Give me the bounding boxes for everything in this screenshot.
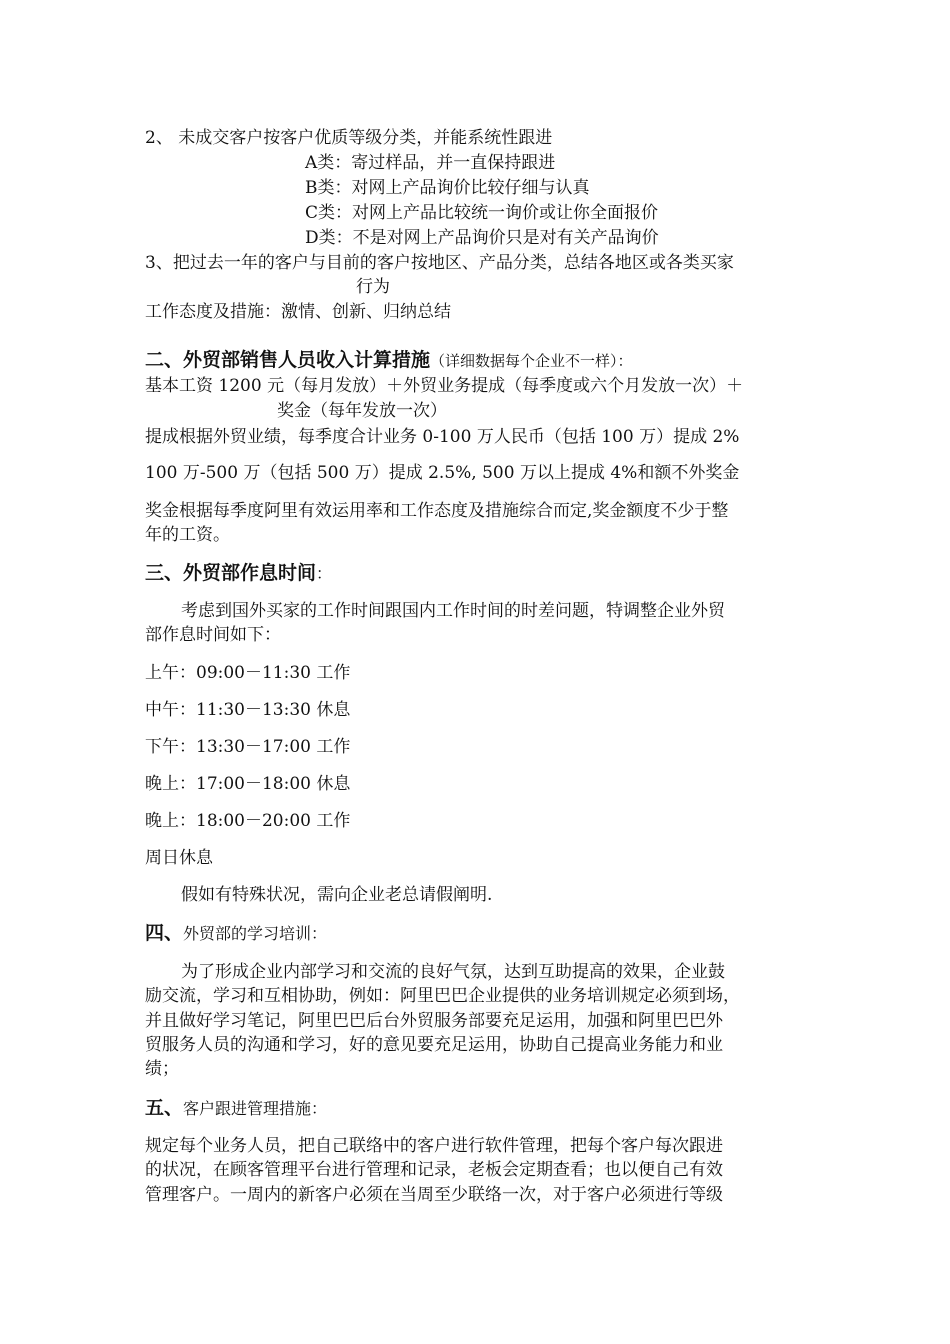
list-item-2: 2、 未成交客户按客户优质等级分类，并能系统性跟进 (145, 128, 553, 148)
section-2-title: 二、外贸部销售人员收入计算措施 (145, 349, 431, 371)
class-a-item: A类：寄过样品，并一直保持跟进 (305, 153, 556, 173)
salary-line: 基本工资 1200 元（每月发放）＋外贸业务提成（每季度或六个月发放一次）＋ (145, 376, 744, 396)
class-c-item: C类：对网上产品比较统一询价或让你全面报价 (305, 203, 659, 223)
paragraph-line: 励交流，学习和互相协助，例如：阿里巴巴企业提供的业务培训规定必须到场， (145, 986, 740, 1006)
section-2-note: （详细数据每个企业不一样）： (430, 352, 633, 370)
bonus-line: 奖金根据每季度阿里有效运用率和工作态度及措施综合而定,奖金额度不少于整 (145, 501, 729, 521)
class-b-item: B类：对网上产品询价比较仔细与认真 (305, 178, 590, 198)
schedule-item: 下午：13:30－17:00 工作 (145, 737, 351, 757)
class-d-item: D类：不是对网上产品询价只是对有关产品询价 (305, 228, 659, 248)
paragraph-line: 贸服务人员的沟通和学习，好的意见要充足运用，协助自己提高业务能力和业 (145, 1035, 723, 1055)
paragraph-line: 并且做好学习笔记，阿里巴巴后台外贸服务部要充足运用，加强和阿里巴巴外 (145, 1011, 723, 1031)
attitude-line: 工作态度及措施：激情、创新、归纳总结 (145, 302, 451, 322)
section-5-heading (145, 1096, 327, 1121)
paragraph-line: 管理客户。一周内的新客户必须在当周至少联络一次，对于客户必须进行等级 (145, 1185, 723, 1205)
paragraph-line: 为了形成企业内部学习和交流的良好气氛，达到互助提高的效果，企业鼓 (181, 962, 725, 982)
schedule-item: 晚上：17:00－18:00 休息 (145, 774, 351, 794)
paragraph-line: 规定每个业务人员，把自己联络中的客户进行软件管理，把每个客户每次跟进 (145, 1136, 723, 1156)
paragraph-line: 绩； (145, 1059, 179, 1079)
section-4-heading (145, 921, 327, 946)
leave-note: 假如有特殊状况，需向企业老总请假阐明. (181, 885, 493, 905)
schedule-intro: 考虑到国外买家的工作时间跟国内工作时间的时差问题，特调整企业外贸 (181, 601, 725, 621)
section-4-number: 四、 (145, 922, 184, 944)
section-4-title: 外贸部的学习培训： (183, 924, 328, 943)
schedule-item: 晚上：18:00－20:00 工作 (145, 811, 351, 831)
salary-line-cont: 奖金（每年发放一次） (277, 401, 447, 421)
commission-line-1: 提成根据外贸业绩，每季度合计业务 0-100 万人民币（包括 100 万）提成 2% (145, 427, 740, 447)
list-item-3: 3、把过去一年的客户与目前的客户按地区、产品分类，总结各地区或各类买家 (145, 253, 734, 273)
bonus-line-cont: 年的工资。 (145, 525, 230, 545)
paragraph-line: 的状况，在顾客管理平台进行管理和记录，老板会定期查看；也以便自己有效 (145, 1160, 723, 1180)
section-2-heading (145, 348, 633, 373)
section-5-title: 客户跟进管理措施： (183, 1099, 328, 1118)
schedule-item: 周日休息 (145, 848, 213, 868)
section-3-title: 三、外贸部作息时间 (145, 562, 317, 584)
schedule-intro-cont: 部作息时间如下： (145, 625, 281, 645)
commission-line-2: 100 万-500 万（包括 500 万）提成 2.5%, 500 万以上提成 4%和额不外奖金 (145, 463, 740, 483)
section-3-colon: ： (316, 564, 333, 583)
schedule-item: 中午：11:30－13:30 休息 (145, 700, 351, 720)
schedule-item: 上午：09:00－11:30 工作 (145, 663, 351, 683)
list-item-3-cont: 行为 (356, 277, 390, 297)
section-5-number: 五、 (145, 1097, 184, 1119)
section-3-heading (145, 561, 332, 586)
